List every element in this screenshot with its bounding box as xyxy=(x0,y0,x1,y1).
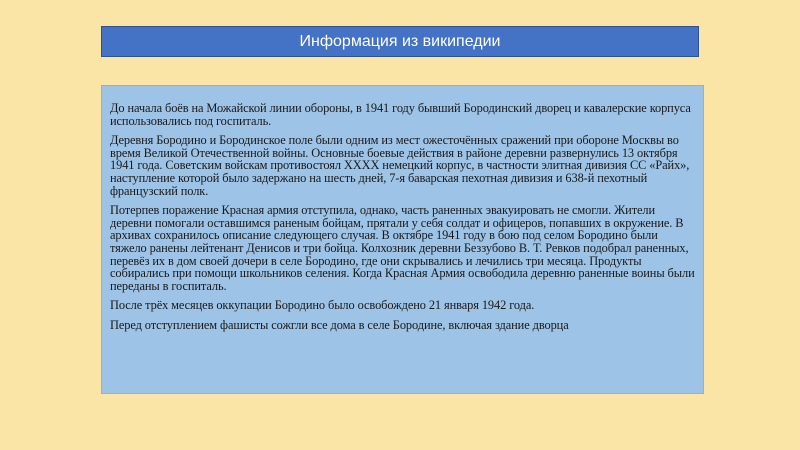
content-text-box xyxy=(101,85,704,394)
paragraph-4: После трёх месяцев оккупации Бородино было освобождено 21 января 1942 года. xyxy=(110,298,535,313)
paragraph-1: До начала боёв на Можайской линии обороны, в 1941 году бывший Бородинский дворец и кавалерские корпуса использовались под госпиталь. xyxy=(110,101,691,128)
slide-title: Информация из википедии xyxy=(299,32,501,50)
paragraph-2: Деревня Бородино и Бородинское поле были одним из мест ожесточённых сражений при обороне Москвы во время Великой Отечественной войны. Основные боевые действия в районе деревни развернулись 13 октября 1941 года. Советским войскам противостоял XXXX немецкий корпус, в частности элитная дивизия СС «Райх», наступление которой было задержано на шесть дней, 7-я баварская пехотная дивизия и 638-й пехотный французский полк. xyxy=(110,133,690,198)
paragraph-3: Потерпев поражение Красная армия отступила, однако, часть раненных эвакуировать не смогли. Жители деревни помогали оставшимся раненым бойцам, прятали у себя солдат и офицеров, попавших в окружение. В архивах сохранилось описание следующего случая. В октябре 1941 году в бою под селом Бородино были тяжело ранены лейтенант Денисов и три бойца. Колхозник деревни Беззубово В. Т. Ревков подобрал раненных, перевёз их в дом своей дочери в селе Бородино, где они скрывались и лечились три месяца. Продукты собирались при помощи школьников селения. Когда Красная Армия освободила деревню раненные воины были переданы в госпиталь. xyxy=(110,203,695,293)
slide-title-bar xyxy=(101,26,699,57)
paragraph-5: Перед отступлением фашисты сожгли все дома в селе Бородине, включая здание дворца xyxy=(110,317,569,332)
